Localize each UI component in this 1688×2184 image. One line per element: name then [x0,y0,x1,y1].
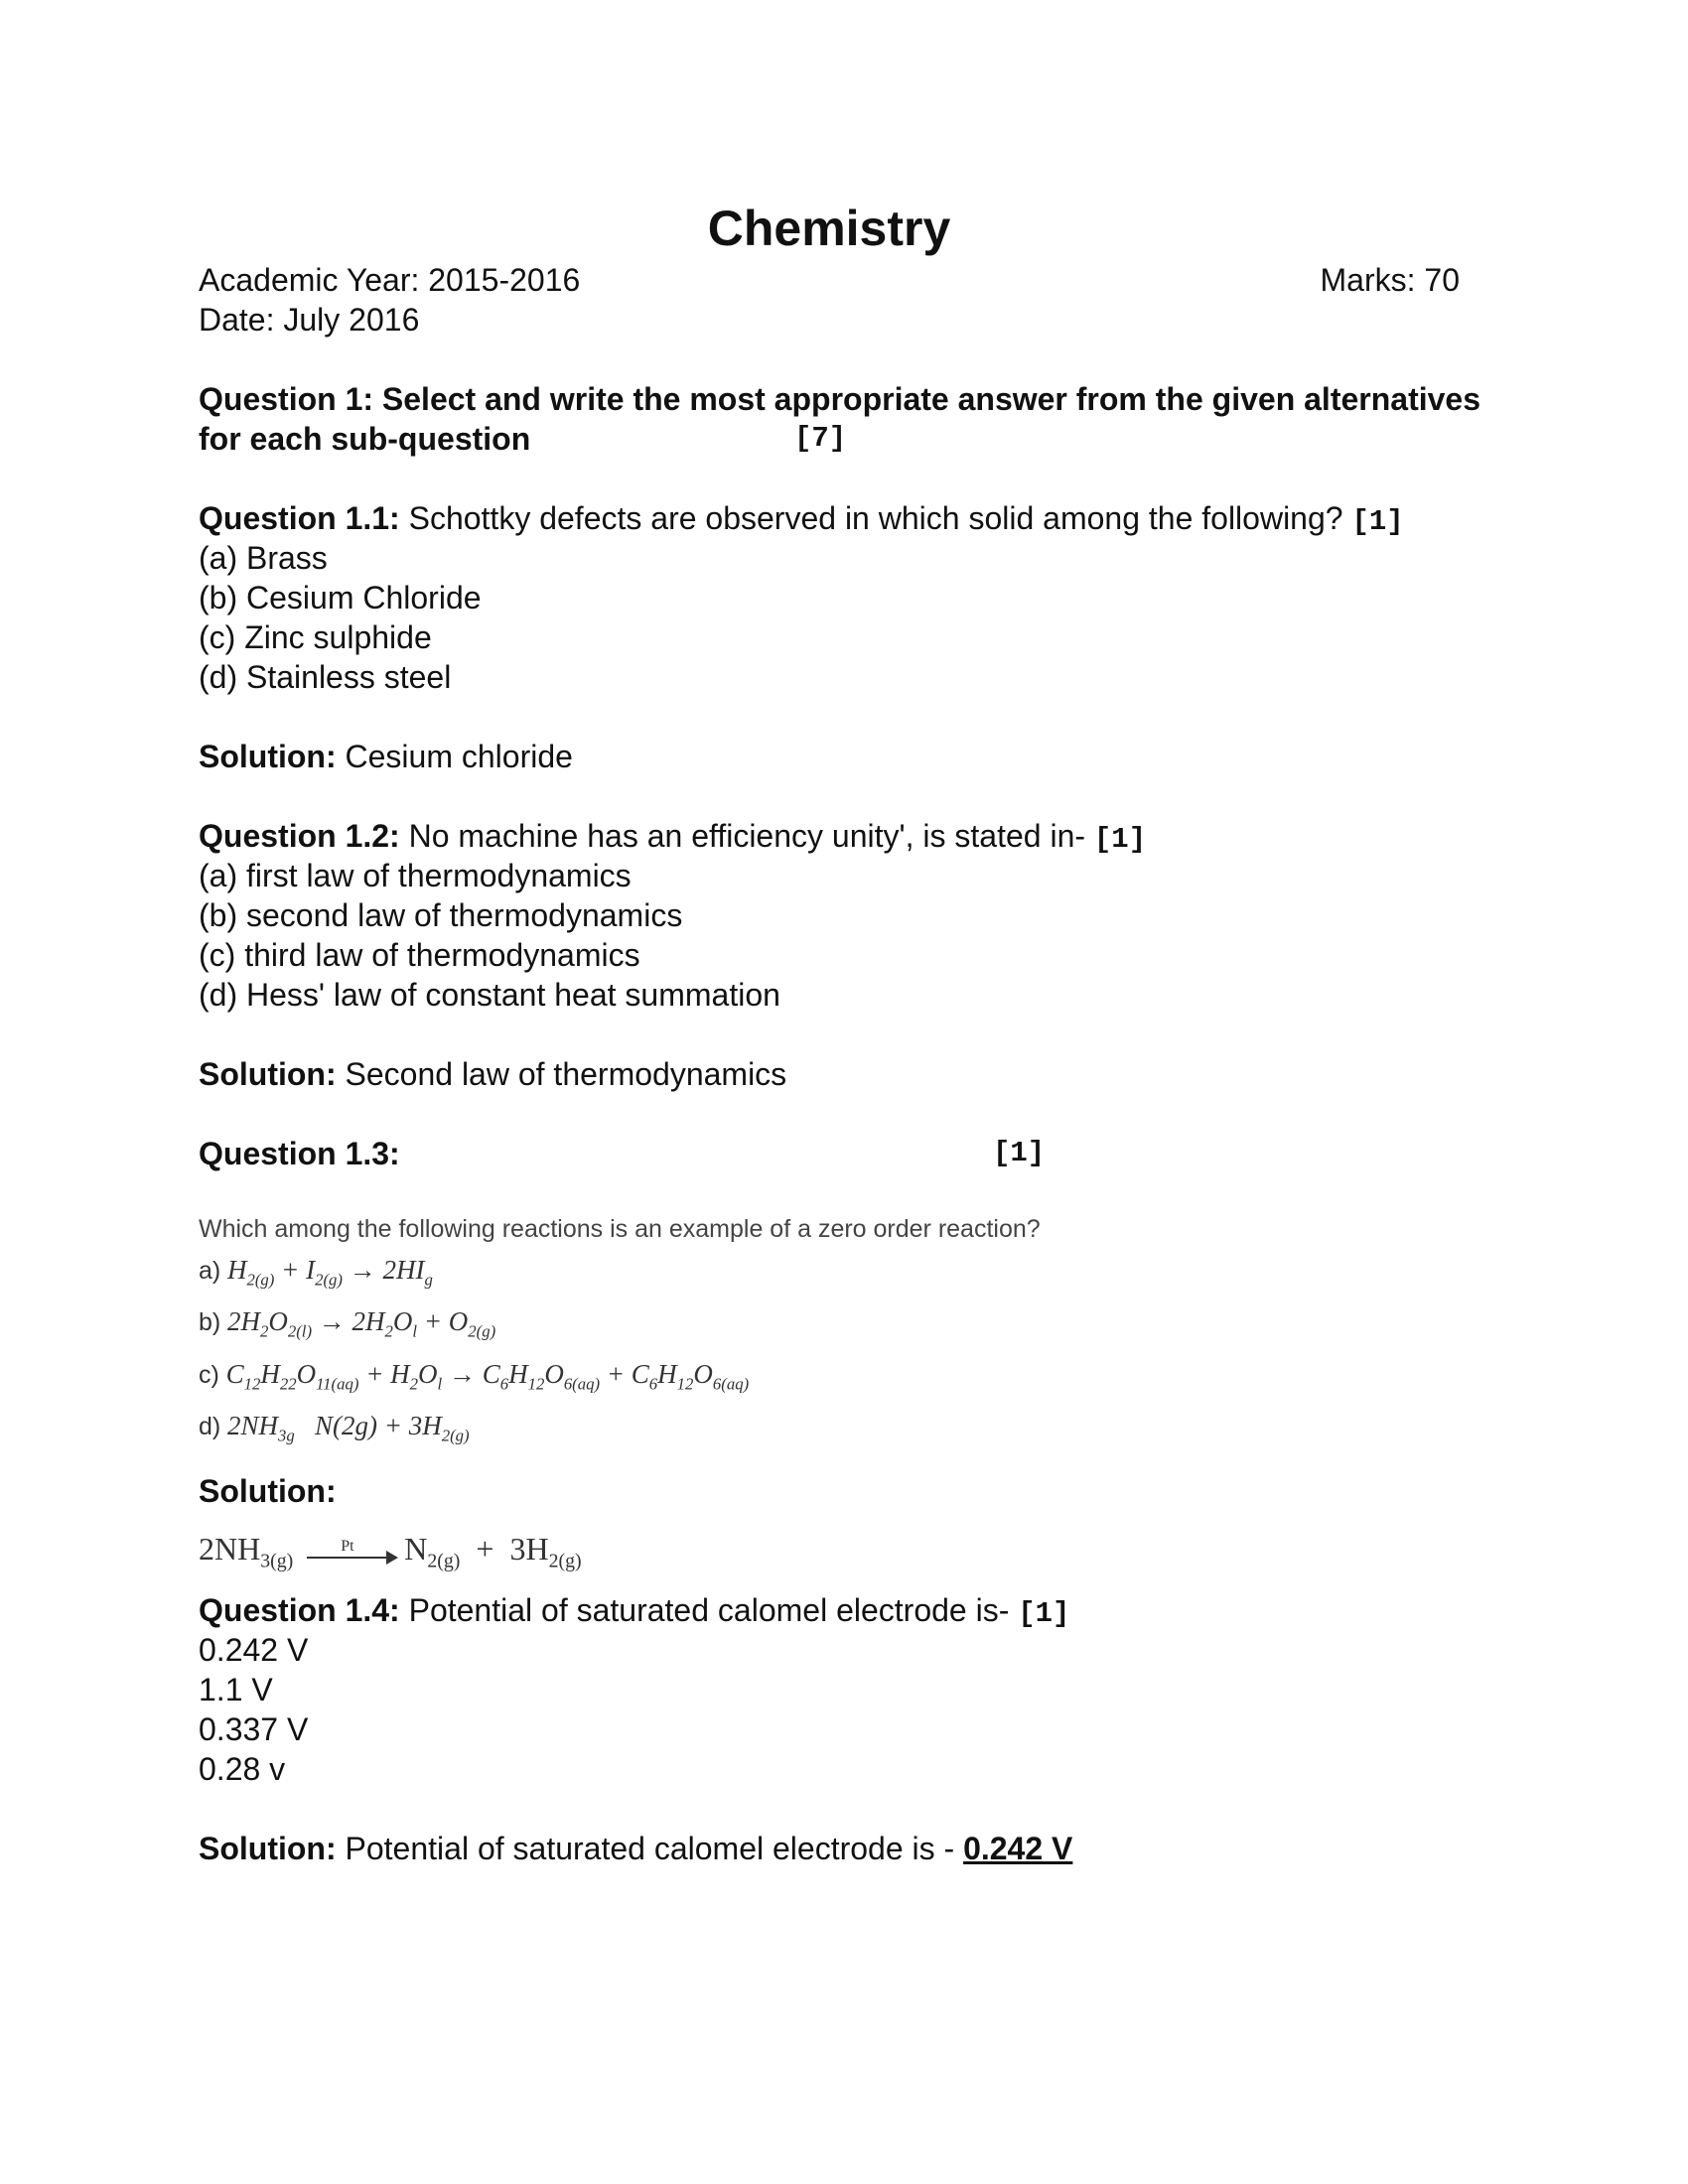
question-1-4-option-1: 0.242 V [199,1632,309,1668]
question-1-4-option-2: 1.1 V [199,1672,273,1707]
question-1-1-option-b: (b) Cesium Chloride [199,580,482,615]
question-1-3-option-a: a) $H_{2(g)} + I_{2(g)} \to 2HI_g$ [199,1255,433,1290]
question-1-1-option-a: (a) Brass [199,540,328,576]
question-1-4-marks: [1] [1018,1597,1070,1630]
question-1-2-option-b: (b) second law of thermodynamics [199,897,683,933]
question-1-marks: [7] [794,422,847,455]
question-1-2-text: No machine has an efficiency unity', is stated in- [399,818,1094,854]
question-1-2-solution [199,1054,1460,1094]
question-1-1-marks: [1] [1351,505,1404,538]
option-label: d) [199,1413,221,1441]
catalyst-label: Pt [341,1537,354,1555]
question-1-2-marks: [1] [1093,823,1147,856]
question-1-1 [199,498,1460,697]
question-1-2-option-d: (d) Hess' law of constant heat summation [199,977,780,1013]
question-1-3-marks: [1] [993,1137,1046,1169]
question-1-1-solution [199,737,1460,776]
question-1-heading-line2: for each sub-question [199,421,531,457]
option-label: a) [199,1257,221,1285]
academic-year-row [199,260,1460,300]
question-1-3-solution [199,1471,1460,1511]
solution-label: Solution: [199,739,337,774]
academic-year: Academic Year: 2015-2016 [199,262,581,298]
question-1-3-image [199,1209,1112,1457]
question-1-heading [199,379,1480,459]
question-1-4-option-4: 0.28 v [199,1751,286,1787]
exam-date: Date: July 2016 [199,302,420,338]
question-1-3 [199,1134,1460,1173]
solution-text: Second law of thermodynamics [336,1056,787,1092]
total-marks: Marks: 70 [1320,262,1460,298]
option-label: c) [199,1360,219,1389]
question-1-heading-line1: Question 1: Select and write the most appropriate answer from the given alternatives [199,381,1480,417]
question-1-1-text: Schottky defects are observed in which solid among the following? [399,500,1352,536]
question-1-2-option-a: (a) first law of thermodynamics [199,858,632,893]
solution-text: Potential of saturated calomel electrode is - [336,1831,964,1866]
question-1-3-option-c: c) $C_{12}H_{22}O_{11(aq)} + H_2O_l \to C_6H_{12}O_{6(aq)} + C_6H_{12}O_{6(aq)}$ [199,1358,750,1394]
question-1-3-option-b: b) $2H_2O_{2(l)} \to 2H_2O_l + O_{2(g)}$ [199,1306,496,1341]
solution-label: Solution: [199,1473,337,1509]
question-1-3-solution-equation: $2NH_{3(g)}$ Pt $N_{2(g)} + 3H_{2(g)}$ [199,1529,582,1580]
question-1-2 [199,816,1460,1015]
page-title: Chemistry [707,201,951,256]
question-1-2-label: Question 1.2: [199,818,400,854]
question-1-4-label: Question 1.4: [199,1592,400,1628]
solution-label: Solution: [199,1831,337,1866]
question-1-1-option-d: (d) Stainless steel [199,659,452,695]
question-1-4 [199,1590,1460,1789]
question-1-1-option-c: (c) Zinc sulphide [199,619,432,655]
question-1-3-label: Question 1.3: [199,1136,400,1171]
solution-answer: 0.242 V [963,1831,1073,1866]
question-1-4-solution [199,1829,1460,1868]
question-1-3-option-d: d) $2NH_{3g}$ $N(2g) + 3H_{2(g)}$ [199,1411,470,1445]
question-1-3-prompt: Which among the following reactions is an example of a zero order reaction? [199,1215,1041,1243]
option-label: b) [199,1308,221,1337]
question-1-2-option-c: (c) third law of thermodynamics [199,937,640,973]
question-1-4-text: Potential of saturated calomel electrode is- [399,1592,1019,1628]
solution-text: Cesium chloride [336,739,573,774]
question-1-1-label: Question 1.1: [199,500,400,536]
solution-label: Solution: [199,1056,337,1092]
question-1-4-option-3: 0.337 V [199,1711,309,1747]
